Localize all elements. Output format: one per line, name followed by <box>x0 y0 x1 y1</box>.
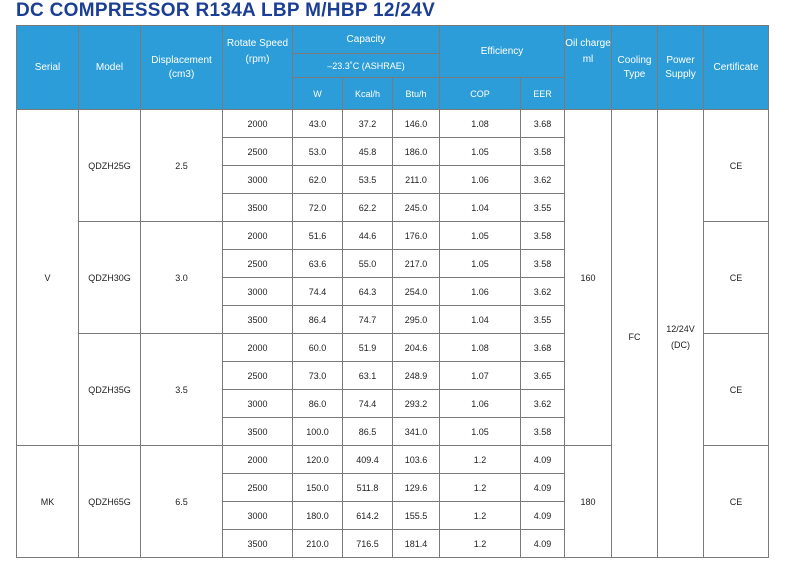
btu-cell: 146.0 <box>393 110 440 138</box>
header-capacity: Capacity <box>293 26 440 54</box>
rpm-cell: 3500 <box>223 418 293 446</box>
eer-cell: 3.68 <box>521 110 565 138</box>
displacement-cell: 2.5 <box>141 110 223 222</box>
eer-cell: 3.68 <box>521 334 565 362</box>
model-cell: QDZH35G <box>79 334 141 446</box>
btu-cell: 181.4 <box>393 530 440 558</box>
header-capacity-condition: –23.3˚C (ASHRAE) <box>293 54 440 78</box>
eer-cell: 3.58 <box>521 418 565 446</box>
header-efficiency: Efficiency <box>440 26 565 78</box>
rpm-cell: 2500 <box>223 474 293 502</box>
btu-cell: 341.0 <box>393 418 440 446</box>
rpm-cell: 3000 <box>223 390 293 418</box>
w-cell: 86.4 <box>293 306 343 334</box>
btu-cell: 204.6 <box>393 334 440 362</box>
rpm-cell: 2000 <box>223 446 293 474</box>
compressor-spec-table <box>16 25 769 558</box>
btu-cell: 129.6 <box>393 474 440 502</box>
serial-cell: MK <box>17 446 79 558</box>
rpm-cell: 3500 <box>223 194 293 222</box>
model-cell: QDZH65G <box>79 446 141 558</box>
cop-cell: 1.04 <box>440 194 521 222</box>
rpm-cell: 2000 <box>223 110 293 138</box>
w-cell: 72.0 <box>293 194 343 222</box>
certificate-cell: CE <box>704 222 769 334</box>
page-title: DC COMPRESSOR R134A LBP M/HBP 12/24V <box>16 0 436 21</box>
w-cell: 51.6 <box>293 222 343 250</box>
kcal-cell: 62.2 <box>343 194 393 222</box>
w-cell: 74.4 <box>293 278 343 306</box>
eer-cell: 3.58 <box>521 138 565 166</box>
header-oil-charge: Oil charge ml <box>565 26 612 110</box>
cop-cell: 1.06 <box>440 390 521 418</box>
eer-cell: 3.62 <box>521 166 565 194</box>
btu-cell: 211.0 <box>393 166 440 194</box>
rpm-cell: 3000 <box>223 502 293 530</box>
rpm-cell: 3500 <box>223 530 293 558</box>
eer-cell: 3.62 <box>521 390 565 418</box>
cop-cell: 1.2 <box>440 502 521 530</box>
kcal-cell: 44.6 <box>343 222 393 250</box>
cop-cell: 1.05 <box>440 222 521 250</box>
kcal-cell: 74.7 <box>343 306 393 334</box>
cop-cell: 1.05 <box>440 138 521 166</box>
cop-cell: 1.06 <box>440 278 521 306</box>
kcal-cell: 53.5 <box>343 166 393 194</box>
cop-cell: 1.2 <box>440 474 521 502</box>
cop-cell: 1.2 <box>440 446 521 474</box>
power-supply-cell: 12/24V (DC) <box>658 110 704 558</box>
btu-cell: 155.5 <box>393 502 440 530</box>
eer-cell: 3.58 <box>521 250 565 278</box>
kcal-cell: 74.4 <box>343 390 393 418</box>
btu-cell: 176.0 <box>393 222 440 250</box>
kcal-cell: 63.1 <box>343 362 393 390</box>
cop-cell: 1.05 <box>440 250 521 278</box>
w-cell: 53.0 <box>293 138 343 166</box>
rpm-cell: 2500 <box>223 138 293 166</box>
kcal-cell: 37.2 <box>343 110 393 138</box>
table-header <box>17 26 769 110</box>
rpm-cell: 3500 <box>223 306 293 334</box>
eer-cell: 3.58 <box>521 222 565 250</box>
header-serial: Serial <box>17 26 79 110</box>
table-body <box>17 110 769 558</box>
cop-cell: 1.08 <box>440 334 521 362</box>
w-cell: 73.0 <box>293 362 343 390</box>
w-cell: 180.0 <box>293 502 343 530</box>
model-cell: QDZH30G <box>79 222 141 334</box>
eer-cell: 4.09 <box>521 502 565 530</box>
cooling-type-cell: FC <box>612 110 658 558</box>
kcal-cell: 511.8 <box>343 474 393 502</box>
eer-cell: 3.55 <box>521 194 565 222</box>
header-model: Model <box>79 26 141 110</box>
certificate-cell: CE <box>704 446 769 558</box>
certificate-cell: CE <box>704 110 769 222</box>
kcal-cell: 716.5 <box>343 530 393 558</box>
rpm-cell: 3000 <box>223 166 293 194</box>
btu-cell: 254.0 <box>393 278 440 306</box>
w-cell: 62.0 <box>293 166 343 194</box>
w-cell: 86.0 <box>293 390 343 418</box>
serial-cell: V <box>17 110 79 446</box>
btu-cell: 217.0 <box>393 250 440 278</box>
w-cell: 100.0 <box>293 418 343 446</box>
eer-cell: 3.62 <box>521 278 565 306</box>
kcal-cell: 45.8 <box>343 138 393 166</box>
header-btu: Btu/h <box>393 78 440 110</box>
header-cooling-type: Cooling Type <box>612 26 658 110</box>
rpm-cell: 2500 <box>223 362 293 390</box>
eer-cell: 3.55 <box>521 306 565 334</box>
btu-cell: 245.0 <box>393 194 440 222</box>
cop-cell: 1.07 <box>440 362 521 390</box>
oil-charge-cell: 180 <box>565 446 612 558</box>
displacement-cell: 6.5 <box>141 446 223 558</box>
displacement-cell: 3.0 <box>141 222 223 334</box>
oil-charge-cell: 160 <box>565 110 612 446</box>
kcal-cell: 614.2 <box>343 502 393 530</box>
eer-cell: 4.09 <box>521 530 565 558</box>
eer-cell: 3.65 <box>521 362 565 390</box>
eer-cell: 4.09 <box>521 474 565 502</box>
w-cell: 210.0 <box>293 530 343 558</box>
header-rotate-speed: Rotate Speed (rpm) <box>223 26 293 110</box>
btu-cell: 103.6 <box>393 446 440 474</box>
cop-cell: 1.06 <box>440 166 521 194</box>
w-cell: 63.6 <box>293 250 343 278</box>
header-cop: COP <box>440 78 521 110</box>
kcal-cell: 409.4 <box>343 446 393 474</box>
table-row <box>17 110 769 138</box>
btu-cell: 295.0 <box>393 306 440 334</box>
w-cell: 120.0 <box>293 446 343 474</box>
btu-cell: 248.9 <box>393 362 440 390</box>
cop-cell: 1.08 <box>440 110 521 138</box>
cop-cell: 1.2 <box>440 530 521 558</box>
header-w: W <box>293 78 343 110</box>
kcal-cell: 51.9 <box>343 334 393 362</box>
rpm-cell: 2500 <box>223 250 293 278</box>
w-cell: 150.0 <box>293 474 343 502</box>
cop-cell: 1.05 <box>440 418 521 446</box>
header-eer: EER <box>521 78 565 110</box>
header-certificate: Certificate <box>704 26 769 110</box>
header-kcal: Kcal/h <box>343 78 393 110</box>
w-cell: 43.0 <box>293 110 343 138</box>
header-power-supply: Power Supply <box>658 26 704 110</box>
kcal-cell: 64.3 <box>343 278 393 306</box>
w-cell: 60.0 <box>293 334 343 362</box>
btu-cell: 186.0 <box>393 138 440 166</box>
btu-cell: 293.2 <box>393 390 440 418</box>
cop-cell: 1.04 <box>440 306 521 334</box>
kcal-cell: 86.5 <box>343 418 393 446</box>
displacement-cell: 3.5 <box>141 334 223 446</box>
rpm-cell: 2000 <box>223 334 293 362</box>
header-displacement: Displacement (cm3) <box>141 26 223 110</box>
rpm-cell: 3000 <box>223 278 293 306</box>
kcal-cell: 55.0 <box>343 250 393 278</box>
rpm-cell: 2000 <box>223 222 293 250</box>
eer-cell: 4.09 <box>521 446 565 474</box>
model-cell: QDZH25G <box>79 110 141 222</box>
certificate-cell: CE <box>704 334 769 446</box>
